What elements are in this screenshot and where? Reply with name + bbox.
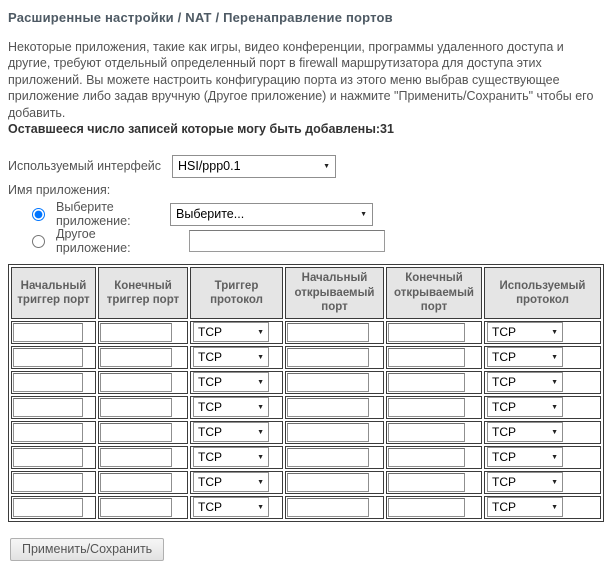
table-header-row	[11, 267, 601, 319]
start-trigger-port-input[interactable]	[13, 398, 83, 417]
chevron-down-icon: ▼	[551, 503, 558, 511]
start-trigger-port-input[interactable]	[13, 473, 83, 492]
open-start-port-input[interactable]	[287, 398, 369, 417]
open-end-port-input[interactable]	[388, 323, 465, 342]
header-open-end-port: Конечный открываемый порт	[386, 267, 482, 319]
interface-select[interactable]	[172, 155, 336, 178]
select-application-radio[interactable]	[32, 208, 45, 221]
table-row	[11, 446, 601, 469]
table-row	[11, 321, 601, 344]
start-trigger-port-input[interactable]	[13, 348, 83, 367]
start-trigger-port-input[interactable]	[13, 448, 83, 467]
open-start-port-input[interactable]	[287, 323, 369, 342]
trigger-protocol-value: TCP	[198, 425, 222, 440]
header-start-trigger-port: Начальный триггер порт	[11, 267, 96, 319]
table-row	[11, 371, 601, 394]
trigger-protocol-value: TCP	[198, 475, 222, 490]
chevron-down-icon: ▼	[257, 378, 264, 386]
open-end-port-input[interactable]	[388, 473, 465, 492]
remaining-entries-line: Оставшееся число записей которые могу быть добавлены:31	[8, 122, 394, 137]
table-row	[11, 346, 601, 369]
open-protocol-select[interactable]	[487, 372, 563, 392]
open-protocol-value: TCP	[492, 400, 516, 415]
open-protocol-value: TCP	[492, 425, 516, 440]
end-trigger-port-input[interactable]	[100, 373, 172, 392]
open-protocol-select[interactable]	[487, 447, 563, 467]
open-end-port-input[interactable]	[388, 448, 465, 467]
trigger-protocol-select[interactable]	[193, 497, 269, 517]
chevron-down-icon: ▼	[551, 428, 558, 436]
port-trigger-form	[8, 154, 604, 256]
trigger-protocol-select[interactable]	[193, 472, 269, 492]
table-row	[11, 396, 601, 419]
other-application-label: Другое приложение:	[56, 227, 131, 256]
end-trigger-port-input[interactable]	[100, 448, 172, 467]
other-application-radio[interactable]	[32, 235, 45, 248]
open-protocol-value: TCP	[492, 350, 516, 365]
start-trigger-port-input[interactable]	[13, 498, 83, 517]
table-row	[11, 496, 601, 519]
chevron-down-icon: ▼	[551, 403, 558, 411]
trigger-protocol-value: TCP	[198, 350, 222, 365]
app-name-label: Имя приложения:	[8, 183, 111, 198]
intro-description: Некоторые приложения, такие как игры, видео конференции, программы удаленного доступа и другие, требуют отдельный определенный порт в firewall маршрутизатора для доступа этих приложений. Вы можете настроить конфигурацию порта из этого меню выбрав существующее приложение либо задав вручную (Другое приложение) и нажмите "Применить/Сохранить" чтобы его добавить.	[8, 40, 594, 120]
chevron-down-icon: ▼	[257, 478, 264, 486]
end-trigger-port-input[interactable]	[100, 348, 172, 367]
application-select[interactable]	[170, 203, 373, 226]
trigger-protocol-select[interactable]	[193, 372, 269, 392]
chevron-down-icon: ▼	[257, 453, 264, 461]
trigger-protocol-value: TCP	[198, 500, 222, 515]
table-row	[11, 471, 601, 494]
end-trigger-port-input[interactable]	[100, 498, 172, 517]
other-application-input[interactable]	[189, 230, 385, 252]
open-end-port-input[interactable]	[388, 423, 465, 442]
open-protocol-select[interactable]	[487, 422, 563, 442]
open-protocol-value: TCP	[492, 475, 516, 490]
open-protocol-select[interactable]	[487, 322, 563, 342]
open-protocol-value: TCP	[492, 500, 516, 515]
chevron-down-icon: ▼	[551, 453, 558, 461]
open-protocol-value: TCP	[492, 450, 516, 465]
end-trigger-port-input[interactable]	[100, 423, 172, 442]
trigger-protocol-select[interactable]	[193, 322, 269, 342]
trigger-protocol-value: TCP	[198, 450, 222, 465]
end-trigger-port-input[interactable]	[100, 473, 172, 492]
trigger-protocol-select[interactable]	[193, 397, 269, 417]
trigger-protocol-select[interactable]	[193, 447, 269, 467]
header-end-trigger-port: Конечный триггер порт	[98, 267, 188, 319]
trigger-protocol-select[interactable]	[193, 422, 269, 442]
header-open-protocol: Используемый протокол	[484, 267, 601, 319]
table-row	[11, 421, 601, 444]
interface-label: Используемый интерфейс	[8, 159, 162, 174]
open-start-port-input[interactable]	[287, 348, 369, 367]
trigger-protocol-value: TCP	[198, 400, 222, 415]
chevron-down-icon: ▼	[360, 210, 367, 218]
open-protocol-select[interactable]	[487, 472, 563, 492]
chevron-down-icon: ▼	[257, 428, 264, 436]
trigger-protocol-select[interactable]	[193, 347, 269, 367]
open-end-port-input[interactable]	[388, 398, 465, 417]
trigger-protocol-value: TCP	[198, 325, 222, 340]
header-open-start-port: Начальный открываемый порт	[285, 267, 384, 319]
start-trigger-port-input[interactable]	[13, 423, 83, 442]
chevron-down-icon: ▼	[257, 403, 264, 411]
open-protocol-select[interactable]	[487, 397, 563, 417]
chevron-down-icon: ▼	[551, 378, 558, 386]
open-start-port-input[interactable]	[287, 473, 369, 492]
open-end-port-input[interactable]	[388, 373, 465, 392]
interface-select-value: HSI/ppp0.1	[178, 159, 241, 174]
end-trigger-port-input[interactable]	[100, 398, 172, 417]
chevron-down-icon: ▼	[257, 503, 264, 511]
page-title: Расширенные настройки / NAT / Перенаправление портов	[8, 10, 393, 25]
chevron-down-icon: ▼	[551, 328, 558, 336]
application-select-value: Выберите...	[176, 207, 245, 222]
select-application-label: Выберите приложение:	[56, 200, 131, 229]
open-start-port-input[interactable]	[287, 423, 369, 442]
chevron-down-icon: ▼	[551, 353, 558, 361]
open-protocol-select[interactable]	[487, 347, 563, 367]
header-trigger-protocol: Триггер протокол	[190, 267, 283, 319]
chevron-down-icon: ▼	[257, 353, 264, 361]
open-protocol-select[interactable]	[487, 497, 563, 517]
open-protocol-value: TCP	[492, 325, 516, 340]
port-trigger-table	[8, 264, 604, 522]
start-trigger-port-input[interactable]	[13, 373, 83, 392]
open-end-port-input[interactable]	[388, 348, 465, 367]
end-trigger-port-input[interactable]	[100, 323, 172, 342]
open-end-port-input[interactable]	[388, 498, 465, 517]
chevron-down-icon: ▼	[323, 162, 330, 170]
open-start-port-input[interactable]	[287, 373, 369, 392]
open-start-port-input[interactable]	[287, 448, 369, 467]
trigger-protocol-value: TCP	[198, 375, 222, 390]
apply-save-button[interactable]: Применить/Сохранить	[10, 538, 164, 561]
open-start-port-input[interactable]	[287, 498, 369, 517]
start-trigger-port-input[interactable]	[13, 323, 83, 342]
chevron-down-icon: ▼	[257, 328, 264, 336]
chevron-down-icon: ▼	[551, 478, 558, 486]
open-protocol-value: TCP	[492, 375, 516, 390]
